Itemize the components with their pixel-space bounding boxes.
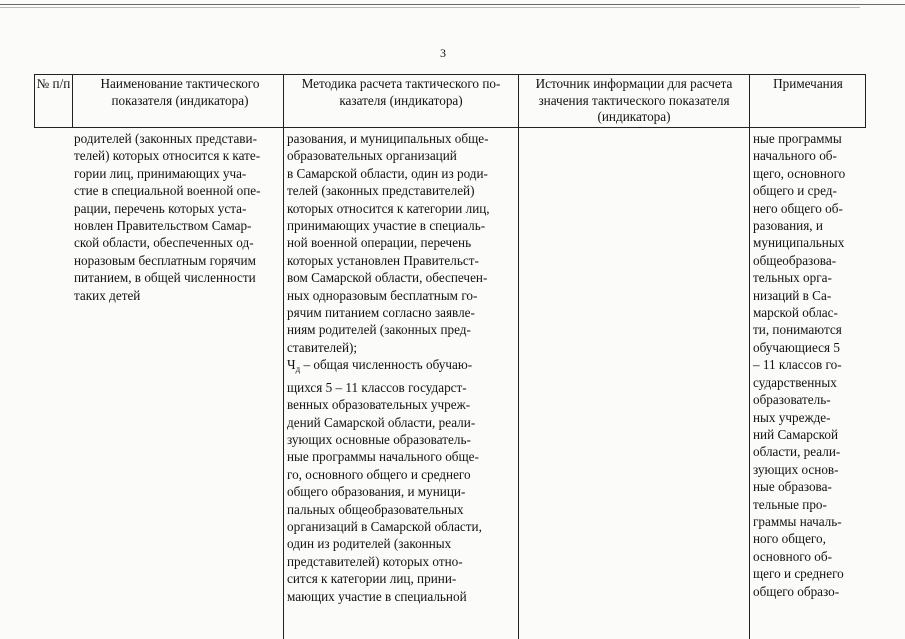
text-line: таких детей [74, 287, 141, 303]
text-line: ской области, обеспеченных од- [74, 235, 254, 251]
header-number: № п/п [36, 76, 71, 91]
notes-cell [753, 130, 861, 600]
text-line: разования, и муниципальных обще- [287, 131, 489, 146]
text-line: марской облас- [753, 305, 838, 321]
text-line: зующих основные образователь- [287, 431, 471, 447]
column-divider [749, 74, 750, 639]
column-divider [865, 74, 866, 127]
text-line: венных образовательных учреж- [287, 397, 471, 413]
text-line: ных учрежде- [753, 409, 831, 425]
text-line: сится к категории лиц, прини- [287, 571, 457, 587]
column-divider [283, 74, 284, 639]
text-line: щего, основного [753, 165, 846, 181]
text-line: ниям родителей (законных пред- [287, 322, 471, 338]
text-line: сударственных [753, 374, 837, 390]
text-line: ные программы [753, 131, 842, 146]
variable-definition: общая численность обучаю- [313, 357, 473, 373]
text-line: граммы началь- [753, 513, 842, 529]
text-line: разования, и [753, 218, 823, 234]
scan-border-line [0, 7, 860, 8]
text-line: мающих участие в специальной [287, 588, 467, 604]
scan-border-line [0, 4, 905, 5]
text-line: тельные про- [753, 496, 827, 512]
text-line: щихся 5 – 11 классов государст- [287, 379, 467, 395]
text-line: муниципальных [753, 235, 845, 251]
header-indicator-name: Наименование тактического показателя (индикатора) [100, 76, 260, 108]
page-number: 3 [440, 46, 446, 60]
column-divider [72, 74, 73, 127]
text-line: ной военной операции, перечень [287, 235, 472, 251]
calculation-method-cell [287, 130, 515, 605]
variable-symbol: Ч [287, 357, 296, 373]
text-line: телей) которых относится к кате- [74, 148, 261, 164]
text-line: образовательных организаций [287, 148, 457, 164]
header-notes: Примечания [773, 76, 843, 91]
text-line: тельных орга- [753, 270, 832, 286]
text-line: начального об- [753, 148, 837, 164]
header-calculation-method: Методика расчета тактического показателя (индикатора) [301, 76, 501, 108]
text-line: телей (законных представителей) [287, 183, 475, 199]
text-line: обучающиеся 5 [753, 339, 840, 355]
text-line: в Самарской области, один из роди- [287, 165, 488, 181]
text-line: низаций в Са- [753, 287, 832, 303]
text-line: гории лиц, принимающих уча- [74, 165, 247, 181]
text-line: общего образования, и муници- [287, 484, 466, 500]
definition-dash: – [303, 357, 311, 373]
text-line: пальных общеобразовательных [287, 501, 464, 517]
text-line: общего и сред- [753, 183, 837, 199]
text-line: один из родителей (законных [287, 536, 452, 552]
text-line: – 11 классов го- [753, 357, 842, 373]
text-line: ных одноразовым бесплатным го- [287, 287, 478, 303]
text-line: общеобразова- [753, 252, 837, 268]
text-line: родителей (законных представи- [74, 131, 257, 146]
text-line: стие в специальной военной опе- [74, 183, 261, 199]
text-line: новлен Правительством Самар- [74, 218, 252, 234]
table-top-border [34, 74, 866, 75]
text-line: которых установлен Правительст- [287, 252, 479, 268]
text-line: норазовым бесплатным горячим [74, 252, 256, 268]
variable-subscript: д [295, 364, 301, 375]
text-line: него общего об- [753, 200, 843, 216]
text-line: рячим питанием согласно заявле- [287, 305, 475, 321]
text-line: ставителей); [287, 339, 358, 355]
text-line: представителей) которых отно- [287, 553, 463, 569]
text-line: зующих основ- [753, 461, 839, 477]
text-line: принимающих участие в специаль- [287, 218, 486, 234]
column-divider [518, 74, 519, 639]
text-line: ти, понимаются [753, 322, 842, 338]
formula-variable-line [287, 356, 515, 378]
text-line: дений Самарской области, реали- [287, 414, 476, 430]
text-line: организаций в Самарской области, [287, 518, 482, 534]
text-line: ний Самарской [753, 426, 839, 442]
indicator-name-cell [74, 130, 280, 304]
text-line: которых относится к категории лиц, [287, 200, 490, 216]
text-line: рации, перечень которых уста- [74, 200, 247, 216]
text-line: общего образо- [753, 583, 840, 599]
text-line: ные программы начального обще- [287, 449, 479, 465]
text-line: щего и среднего [753, 566, 844, 582]
text-line: образователь- [753, 392, 831, 408]
text-line: питанием, в общей численности [74, 270, 256, 286]
text-line: ные образова- [753, 479, 832, 495]
text-line: го, основного общего и среднего [287, 466, 471, 482]
text-line: вом Самарской области, обеспечен- [287, 270, 488, 286]
text-line: ного общего, [753, 531, 826, 547]
indicator-table [34, 74, 866, 639]
header-information-source: Источник информации для расчета значения тактического показателя (индикатора) [535, 76, 733, 124]
text-line: основного об- [753, 548, 832, 564]
text-line: области, реали- [753, 444, 841, 460]
header-bottom-border [34, 127, 866, 128]
